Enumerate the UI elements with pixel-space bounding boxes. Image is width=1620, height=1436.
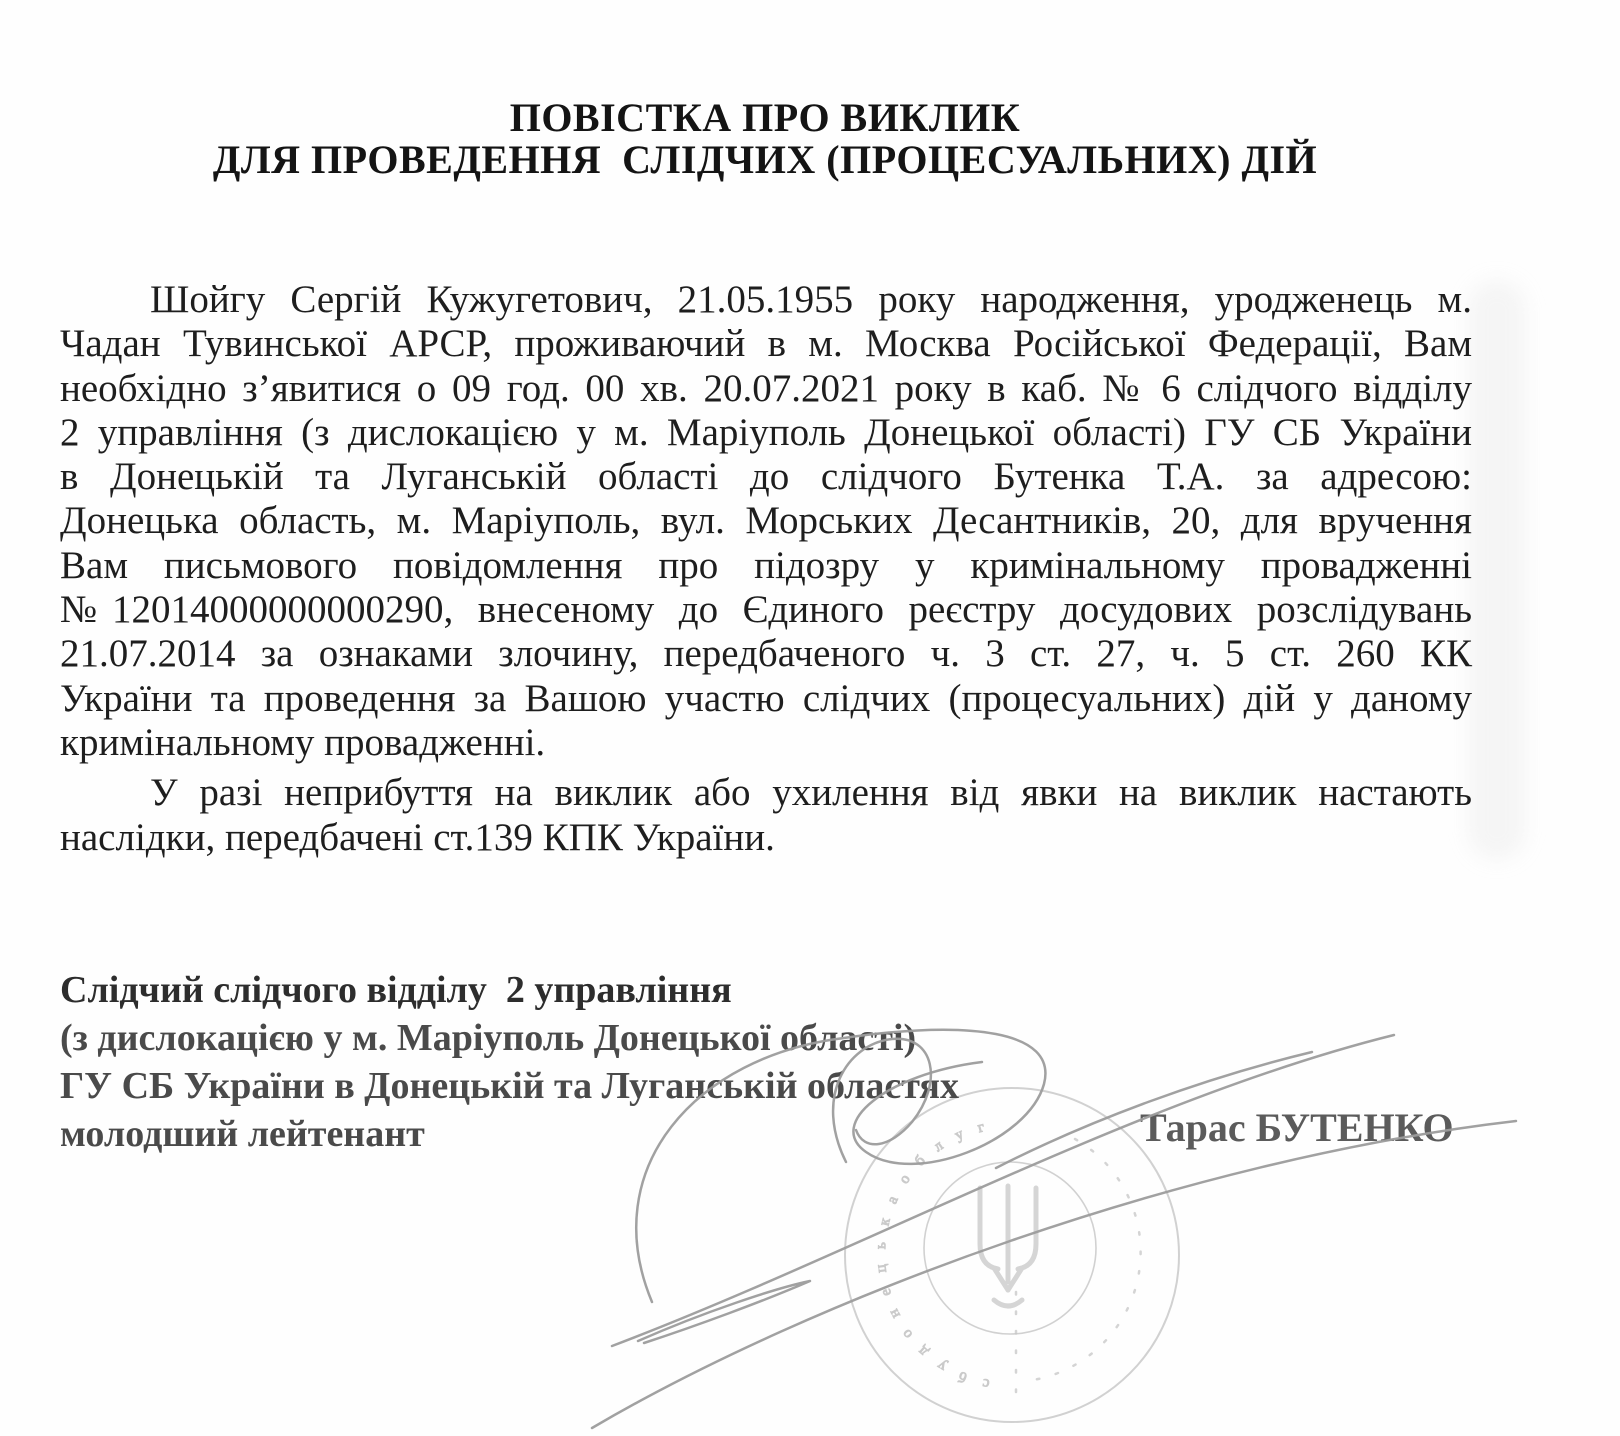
stamp-ring-glyph: б bbox=[912, 1152, 929, 1170]
signer-name: Тарас БУТЕНКО bbox=[1140, 1105, 1454, 1150]
seal-dotted-arc bbox=[1033, 1139, 1141, 1380]
stamp-ring-glyph: г bbox=[976, 1119, 987, 1137]
stamp-ring-glyph: е bbox=[877, 1286, 896, 1298]
body-line: наслідки, передбачені ст.139 КПК України. bbox=[60, 815, 775, 859]
stamp-ring-glyph: ц bbox=[873, 1263, 891, 1274]
body-line: У разі неприбуття на виклик або ухилення від явки на виклик настають bbox=[150, 771, 1472, 815]
trident-icon bbox=[980, 1186, 1036, 1306]
title-line-1: ПОВІСТКА ПРО ВИКЛИК bbox=[509, 95, 1021, 140]
stamp-ring-glyph: б bbox=[956, 1367, 970, 1386]
signer-role-line: ГУ СБ України в Донецькій та Луганській областях bbox=[60, 1065, 959, 1107]
body-line: 2 управління (з дислокацією у м. Маріуполь Донецької області) ГУ СБ України bbox=[60, 410, 1472, 454]
title-line-2: ДЛЯ ПРОВЕДЕННЯ СЛІДЧИХ (ПРОЦЕСУАЛЬНИХ) ДІЙ bbox=[212, 137, 1318, 182]
signature-block bbox=[60, 966, 959, 1158]
stamp-ring-glyph: к bbox=[876, 1216, 894, 1228]
document-body bbox=[60, 278, 1472, 860]
stamp-ring-glyph: д bbox=[915, 1342, 932, 1360]
document-title bbox=[0, 97, 1620, 181]
signer-role-line: (з дислокацією у м. Маріуполь Донецької області) bbox=[60, 1017, 917, 1059]
scan-shading-artifact bbox=[1468, 280, 1526, 860]
stamp-ring-glyph: у bbox=[952, 1126, 967, 1144]
body-line: 21.07.2014 за ознаками злочину, передбаченого ч. 3 ст. 27, ч. 5 ст. 260 КК bbox=[60, 632, 1472, 676]
body-line: Шойгу Сергій Кужугетович, 21.05.1955 року народження, уродженець м. bbox=[150, 278, 1472, 321]
stamp-ring-glyph: с bbox=[981, 1374, 991, 1392]
stamp-ring-glyph: о bbox=[898, 1325, 916, 1342]
body-line: Чадан Тувинської АРСР, проживаючий в м. Москва Російської Федерації, Вам bbox=[60, 322, 1472, 366]
body-line: Донецька область, м. Маріуполь, вул. Морських Десантників, 20, для вручення bbox=[60, 499, 1472, 543]
stamp-ring-glyph: а bbox=[884, 1193, 902, 1207]
paragraph bbox=[60, 278, 1472, 765]
body-line: України та проведення за Вашою участю слідчих (процесуальних) дій у даному bbox=[60, 676, 1472, 720]
body-line: Вам письмового повідомлення про підозру у кримінальному провадженні bbox=[60, 543, 1472, 587]
body-line: необхідно з’явитися о 09 год. 00 хв. 20.07.2021 року в каб. № 6 слідчого відділу bbox=[60, 366, 1472, 410]
stamp-ring-glyph: ь bbox=[873, 1241, 890, 1250]
signer-role-line: молодший лейтенант bbox=[60, 1113, 425, 1155]
stamp-ring-glyph: н bbox=[885, 1306, 904, 1321]
seal-inner-circle bbox=[924, 1162, 1096, 1334]
body-line: кримінальному провадженні. bbox=[60, 720, 546, 764]
stamp-ring-glyphs bbox=[873, 1119, 990, 1392]
body-line: №12014000000000290, внесеному до Єдиного реєстру досудових розслідувань bbox=[60, 588, 1472, 632]
stamp-ring-glyph: у bbox=[934, 1356, 950, 1375]
paragraph bbox=[60, 771, 1472, 860]
stamp-ring-glyph: о bbox=[896, 1171, 914, 1187]
signer-role-line: Слідчий слідчого відділу 2 управління bbox=[60, 969, 732, 1011]
stamp-ring-glyph: л bbox=[930, 1137, 947, 1156]
body-line: в Донецькій та Луганській області до слідчого Бутенка Т.А. за адресою: bbox=[60, 455, 1472, 499]
